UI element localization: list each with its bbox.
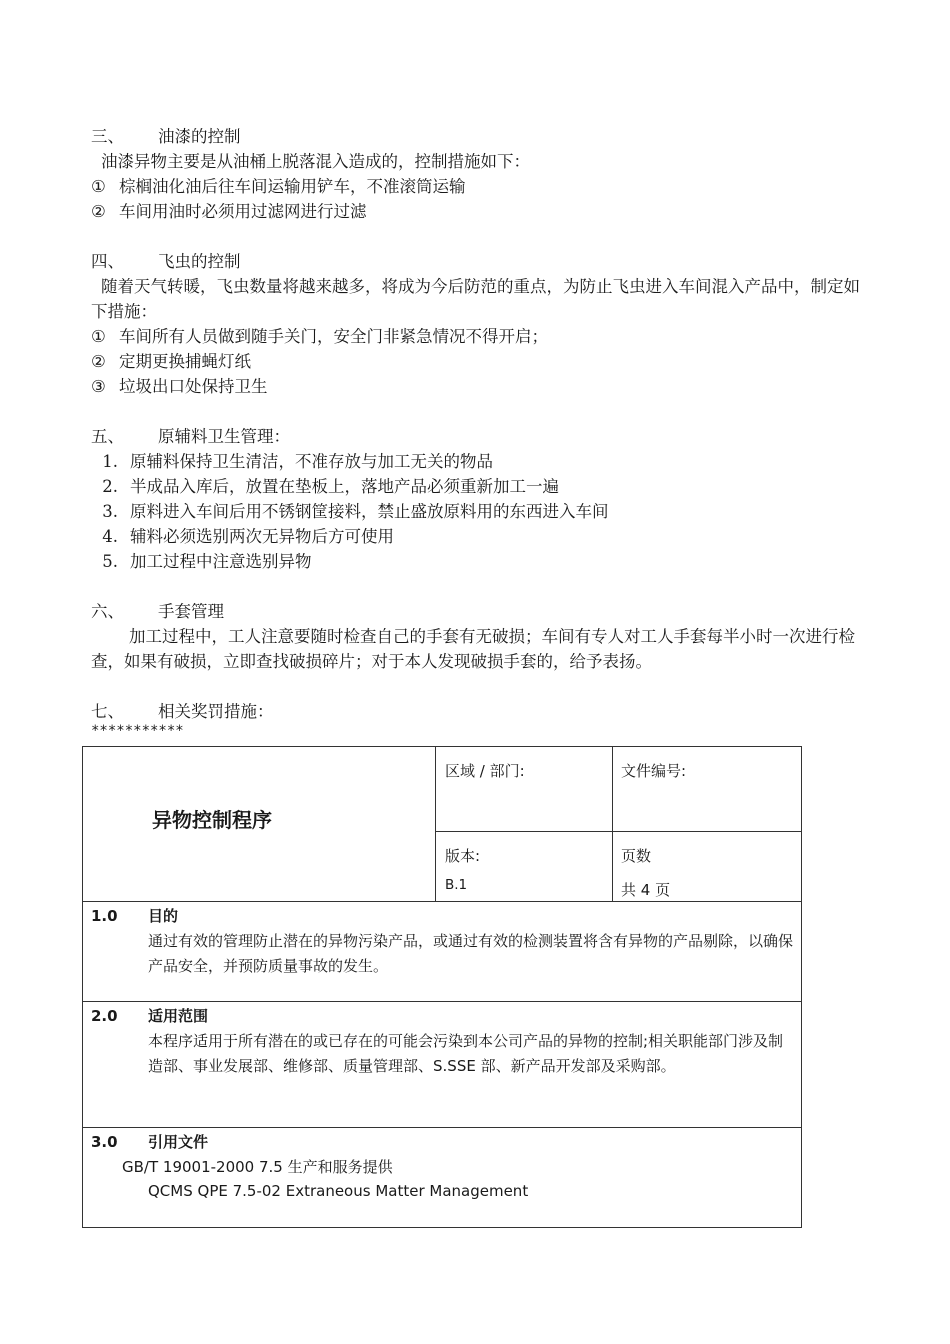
pages-value: 共 4 页: [621, 881, 671, 899]
list-item: [91, 499, 609, 524]
section-4-heading: [91, 249, 241, 274]
list-marker: ①: [91, 177, 106, 196]
section-title: 飞虫的控制: [158, 252, 241, 271]
list-text: 棕榈油化油后往车间运输用铲车，不准滚筒运输: [119, 177, 466, 196]
section-number: 五、: [91, 427, 124, 446]
reference-item: QCMS QPE 7.5-02 Extraneous Matter Management: [148, 1182, 529, 1200]
reference-item: GB/T 19001-2000 7.5 生产和服务提供: [122, 1158, 393, 1176]
form-section-heading: 适用范围: [148, 1007, 209, 1025]
list-item: [91, 449, 493, 474]
list-text: 半成品入库后，放置在垫板上，落地产品必须重新加工一遍: [130, 477, 559, 496]
table-divider: [82, 1001, 802, 1002]
form-section-body: 本程序适用于所有潜在的或已存在的可能会污染到本公司产品的异物的控制;相关职能部门涉及制造部、事业发展部、维修部、质量管理部、S.SSE 部、新产品开发部及采购部。: [148, 1032, 784, 1075]
list-marker: 5.: [102, 552, 118, 571]
section-4-intro: 随着天气转暖，飞虫数量将越来越多，将成为今后防范的重点，为防止飞虫进入车间混入产品中，制定如下措施：: [91, 277, 860, 321]
list-marker: 4.: [102, 527, 118, 546]
version-label: 版本:: [445, 847, 481, 865]
form-section-body: 通过有效的管理防止潜在的异物污染产品，或通过有效的检测装置将含有异物的产品剔除，以确保产品安全，并预防质量事故的发生。: [148, 932, 794, 975]
list-text: 车间所有人员做到随手关门，安全门非紧急情况不得开启；: [119, 327, 548, 346]
list-text: 车间用油时必须用过滤网进行过滤: [119, 202, 367, 221]
section-number: 三、: [91, 127, 124, 146]
form-section-heading: 目的: [148, 907, 179, 925]
section-7-heading: [91, 699, 274, 724]
form-section-heading: 引用文件: [148, 1133, 209, 1151]
list-text: 定期更换捕蝇灯纸: [119, 352, 251, 371]
section-5-heading: [91, 424, 290, 449]
section-title: 油漆的控制: [158, 127, 241, 146]
list-marker: ②: [91, 352, 106, 371]
table-divider: [612, 746, 613, 902]
section-number: 六、: [91, 602, 124, 621]
list-marker: ③: [91, 377, 106, 396]
list-text: 垃圾出口处保持卫生: [119, 377, 268, 396]
pages-label: 页数: [621, 847, 652, 865]
list-item: [91, 324, 548, 349]
list-marker: ②: [91, 202, 106, 221]
section-title: 相关奖罚措施：: [158, 702, 274, 721]
list-text: 原辅料保持卫生清洁，不准存放与加工无关的物品: [130, 452, 493, 471]
section-3-heading: [91, 124, 241, 149]
list-item: [91, 174, 466, 199]
section-3-intro: 油漆异物主要是从油桶上脱落混入造成的，控制措施如下：: [101, 152, 530, 171]
doc-number-label: 文件编号:: [621, 762, 687, 780]
section-title: 手套管理: [158, 602, 224, 621]
section-6-body: 加工过程中，工人注意要随时检查自己的手套有无破损；车间有专人对工人手套每半小时一次进行检查，如果有破损，立即查找破损碎片；对于本人发现破损手套的，给予表扬。: [91, 627, 855, 671]
table-divider: [435, 746, 436, 902]
list-text: 原料进入车间后用不锈钢筐接料，禁止盛放原料用的东西进入车间: [130, 502, 609, 521]
list-marker: ①: [91, 327, 106, 346]
list-item: [91, 549, 312, 574]
asterisk-separator: ***********: [91, 723, 184, 739]
list-marker: 3.: [102, 502, 118, 521]
list-text: 加工过程中注意选别异物: [130, 552, 312, 571]
list-item: [91, 474, 559, 499]
section-number: 四、: [91, 252, 124, 271]
list-marker: 2.: [102, 477, 118, 496]
form-section-number: 2.0: [91, 1007, 118, 1025]
table-divider: [82, 1127, 802, 1128]
list-item: [91, 199, 367, 224]
list-item: [91, 524, 394, 549]
list-text: 辅料必须选别两次无异物后方可使用: [130, 527, 394, 546]
list-item: [91, 374, 268, 399]
section-number: 七、: [91, 702, 124, 721]
table-divider: [82, 901, 802, 902]
form-section-number: 3.0: [91, 1133, 118, 1151]
list-item: [91, 349, 251, 374]
area-label: 区域 / 部门:: [445, 762, 525, 780]
list-marker: 1.: [102, 452, 118, 471]
form-section-number: 1.0: [91, 907, 118, 925]
table-divider: [435, 831, 802, 832]
version-value: B.1: [445, 877, 468, 893]
section-title: 原辅料卫生管理：: [158, 427, 290, 446]
form-title: 异物控制程序: [152, 808, 272, 832]
section-6-heading: [91, 599, 224, 624]
